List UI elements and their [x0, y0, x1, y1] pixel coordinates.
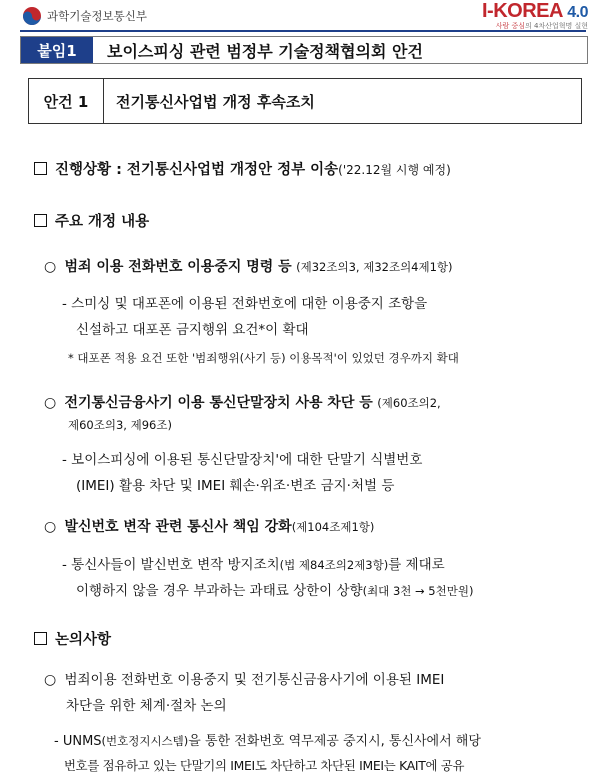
attachment-badge: 붙임1 — [21, 37, 93, 63]
progress-note: ('22.12월 시행 예정) — [338, 163, 451, 177]
main-changes-heading — [34, 210, 149, 231]
change-item-title: 발신번호 변작 관련 통신사 책임 강화 — [64, 519, 292, 535]
square-bullet-icon — [34, 162, 47, 175]
progress-label: 진행상황 : 전기통신사업법 개정안 정부 이송 — [55, 162, 339, 178]
progress-section — [34, 158, 451, 179]
discussion-title: 논의사항 — [55, 632, 112, 648]
agenda-box — [28, 78, 582, 124]
circle-bullet-icon: ○ — [44, 519, 57, 535]
line-text: - 통신사들이 발신번호 변작 방지조치 — [62, 557, 280, 573]
change-item-ref: (제60조의2, — [377, 396, 441, 410]
circle-bullet-icon: ○ — [44, 259, 57, 275]
ikorea-logo-text: I-KOREA — [481, 0, 563, 22]
change-item-line — [62, 553, 445, 573]
discussion-line: 범죄이용 전화번호 이용중지 및 전기통신금융사기에 이용된 IMEI — [64, 672, 445, 688]
discussion-heading — [34, 628, 111, 649]
line-ref: (법 제84조의2제3항) — [279, 558, 389, 572]
taegeuk-icon — [22, 6, 42, 26]
line-text: 이행하지 않을 경우 부과하는 과태료 상한이 상향 — [76, 583, 363, 599]
line-text: 을 통한 전화번호 역무제공 중지시, 통신사에서 해당 — [188, 734, 481, 749]
title-bar — [20, 36, 588, 64]
circle-bullet-icon: ○ — [44, 395, 57, 411]
change-item-2 — [44, 392, 441, 412]
change-item-line: - 보이스피싱에 이용된 통신단말장치'에 대한 단말기 식별번호 — [62, 452, 423, 468]
agenda-title: 전기통신사업법 개정 후속조치 — [116, 92, 315, 111]
discussion-line: 차단을 위한 체계·절차 논의 — [66, 698, 227, 714]
discussion-sub-line — [54, 730, 481, 749]
discussion-item — [44, 668, 444, 688]
square-bullet-icon — [34, 214, 47, 227]
line-text: 를 제대로 — [388, 557, 445, 573]
ministry-name: 과학기술정보통신부 — [47, 9, 147, 23]
agenda-label: 안건 1 — [29, 79, 104, 123]
ikorea-logo — [482, 0, 588, 31]
change-item-ref-cont: 제60조의3, 제96조) — [68, 418, 172, 432]
change-item-line — [76, 579, 473, 599]
change-item-ref: (제104조제1항) — [291, 520, 375, 534]
line-ref: (번호정지시스템) — [101, 734, 189, 748]
change-item-3 — [44, 516, 374, 536]
ministry-logo — [22, 6, 147, 26]
line-ref: (최대 3천 → 5천만원) — [362, 584, 474, 598]
change-item-line: - 스미싱 및 대포폰에 이용된 전화번호에 대한 이용중지 조항을 — [62, 296, 428, 312]
slogan-highlight: 사람 중심 — [495, 22, 525, 30]
change-item-ref: (제32조의3, 제32조의4제1항) — [296, 260, 453, 274]
header-divider — [20, 30, 586, 32]
footnote: * 대포폰 적용 요건 또한 '범죄행위(사기 등) 이용목적'이 있었던 경우까지 확대 — [68, 351, 459, 365]
circle-bullet-icon: ○ — [44, 672, 57, 688]
discussion-sub-line: 번호를 점유하고 있는 단말기의 IMEI도 차단하고 차단된 IMEI는 KAIT에 공유 — [64, 758, 465, 773]
change-item-1 — [44, 256, 453, 276]
main-changes-title: 주요 개정 내용 — [55, 214, 150, 230]
slogan-text: 의 4차산업혁명 실현 — [525, 22, 588, 30]
ikorea-version: 4.0 — [567, 4, 588, 21]
change-item-line: (IMEI) 활용 차단 및 IMEI 훼손·위조·변조 금지·처벌 등 — [76, 478, 395, 494]
square-bullet-icon — [34, 632, 47, 645]
change-item-title: 범죄 이용 전화번호 이용중지 명령 등 — [64, 259, 292, 275]
line-text: - UNMS — [54, 734, 102, 749]
page-title: 보이스피싱 관련 범정부 기술정책협의회 안건 — [107, 41, 423, 61]
change-item-title: 전기통신금융사기 이용 통신단말장치 사용 차단 등 — [64, 395, 373, 411]
change-item-line: 신설하고 대포폰 금지행위 요건*이 확대 — [76, 322, 309, 338]
